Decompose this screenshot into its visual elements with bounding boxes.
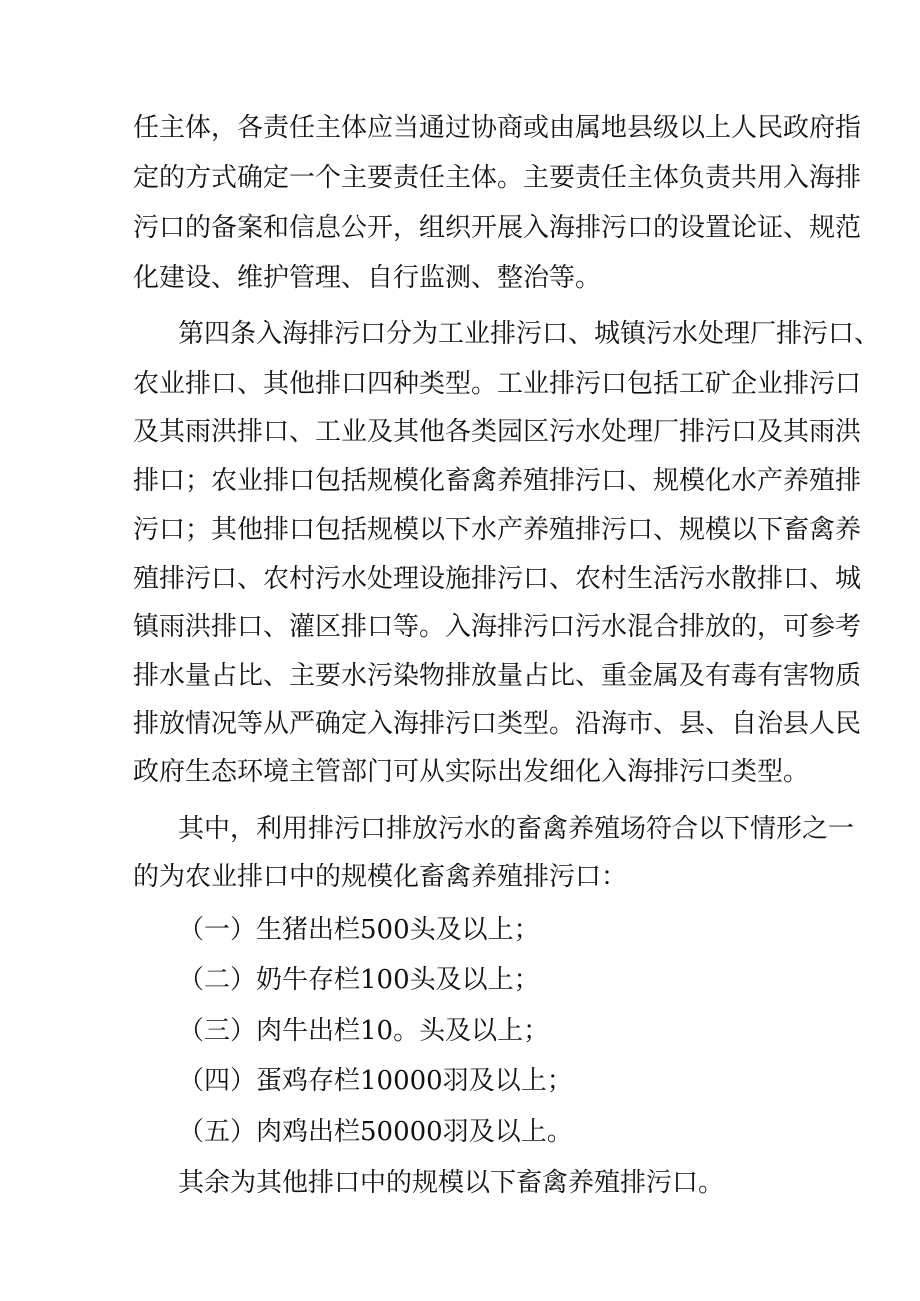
paragraph-2-line-4: 排口；农业排口包括规模化畜禽养殖排污口、规模化水产养殖排 <box>133 466 862 496</box>
paragraph-1-line-1: 任主体，各责任主体应当通过协商或由属地县级以上人民政府指 <box>133 113 862 143</box>
paragraph-1-line-4: 化建设、维护管理、自行监测、整治等。 <box>133 263 602 293</box>
list-item-5: （五）肉鸡出栏50000羽及以上。 <box>178 1117 573 1147</box>
paragraph-3-line-1: 其中，利用排污口排放污水的畜禽养殖场符合以下情形之一 <box>178 814 855 844</box>
paragraph-1-line-3: 污口的备案和信息公开，组织开展入海排污口的设置论证、规范 <box>133 213 862 243</box>
paragraph-2-line-3: 及其雨洪排口、工业及其他各类园区污水处理厂排污口及其雨洪 <box>133 417 862 447</box>
paragraph-2-line-8: 排水量占比、主要水污染物排放量占比、重金属及有毒有害物质 <box>133 661 862 691</box>
list-item-1: （一）生猪出栏500头及以上； <box>178 915 540 945</box>
paragraph-2-line-7: 镇雨洪排口、灌区排口等。入海排污口污水混合排放的，可参考 <box>133 612 862 642</box>
paragraph-2-line-6: 殖排污口、农村污水处理设施排污口、农村生活污水散排口、城 <box>133 564 862 594</box>
paragraph-2-line-9: 排放情况等从严确定入海排污口类型。沿海市、县、自治县人民 <box>133 709 862 739</box>
paragraph-3-line-2: 的为农业排口中的规模化畜禽养殖排污口： <box>133 862 628 892</box>
list-item-4: （四）蛋鸡存栏10000羽及以上； <box>178 1066 573 1096</box>
closing-line: 其余为其他排口中的规模以下畜禽养殖排污口。 <box>178 1168 725 1198</box>
paragraph-1-line-2: 定的方式确定一个主要责任主体。主要责任主体负责共用入海排 <box>133 163 862 193</box>
list-item-3: （三）肉牛出栏10。头及以上； <box>178 1016 550 1046</box>
paragraph-2-line-5: 污口；其他排口包括规模以下水产养殖排污口、规模以下畜禽养 <box>133 515 862 545</box>
paragraph-2-line-10: 政府生态环境主管部门可从实际出发细化入海排污口类型。 <box>133 757 810 787</box>
paragraph-2-line-2: 农业排口、其他排口四种类型。工业排污口包括工矿企业排污口 <box>133 369 862 399</box>
paragraph-2-line-1: 第四条入海排污口分为工业排污口、城镇污水处理厂排污口、 <box>178 319 881 349</box>
list-item-2: （二）奶牛存栏100头及以上； <box>178 965 540 995</box>
